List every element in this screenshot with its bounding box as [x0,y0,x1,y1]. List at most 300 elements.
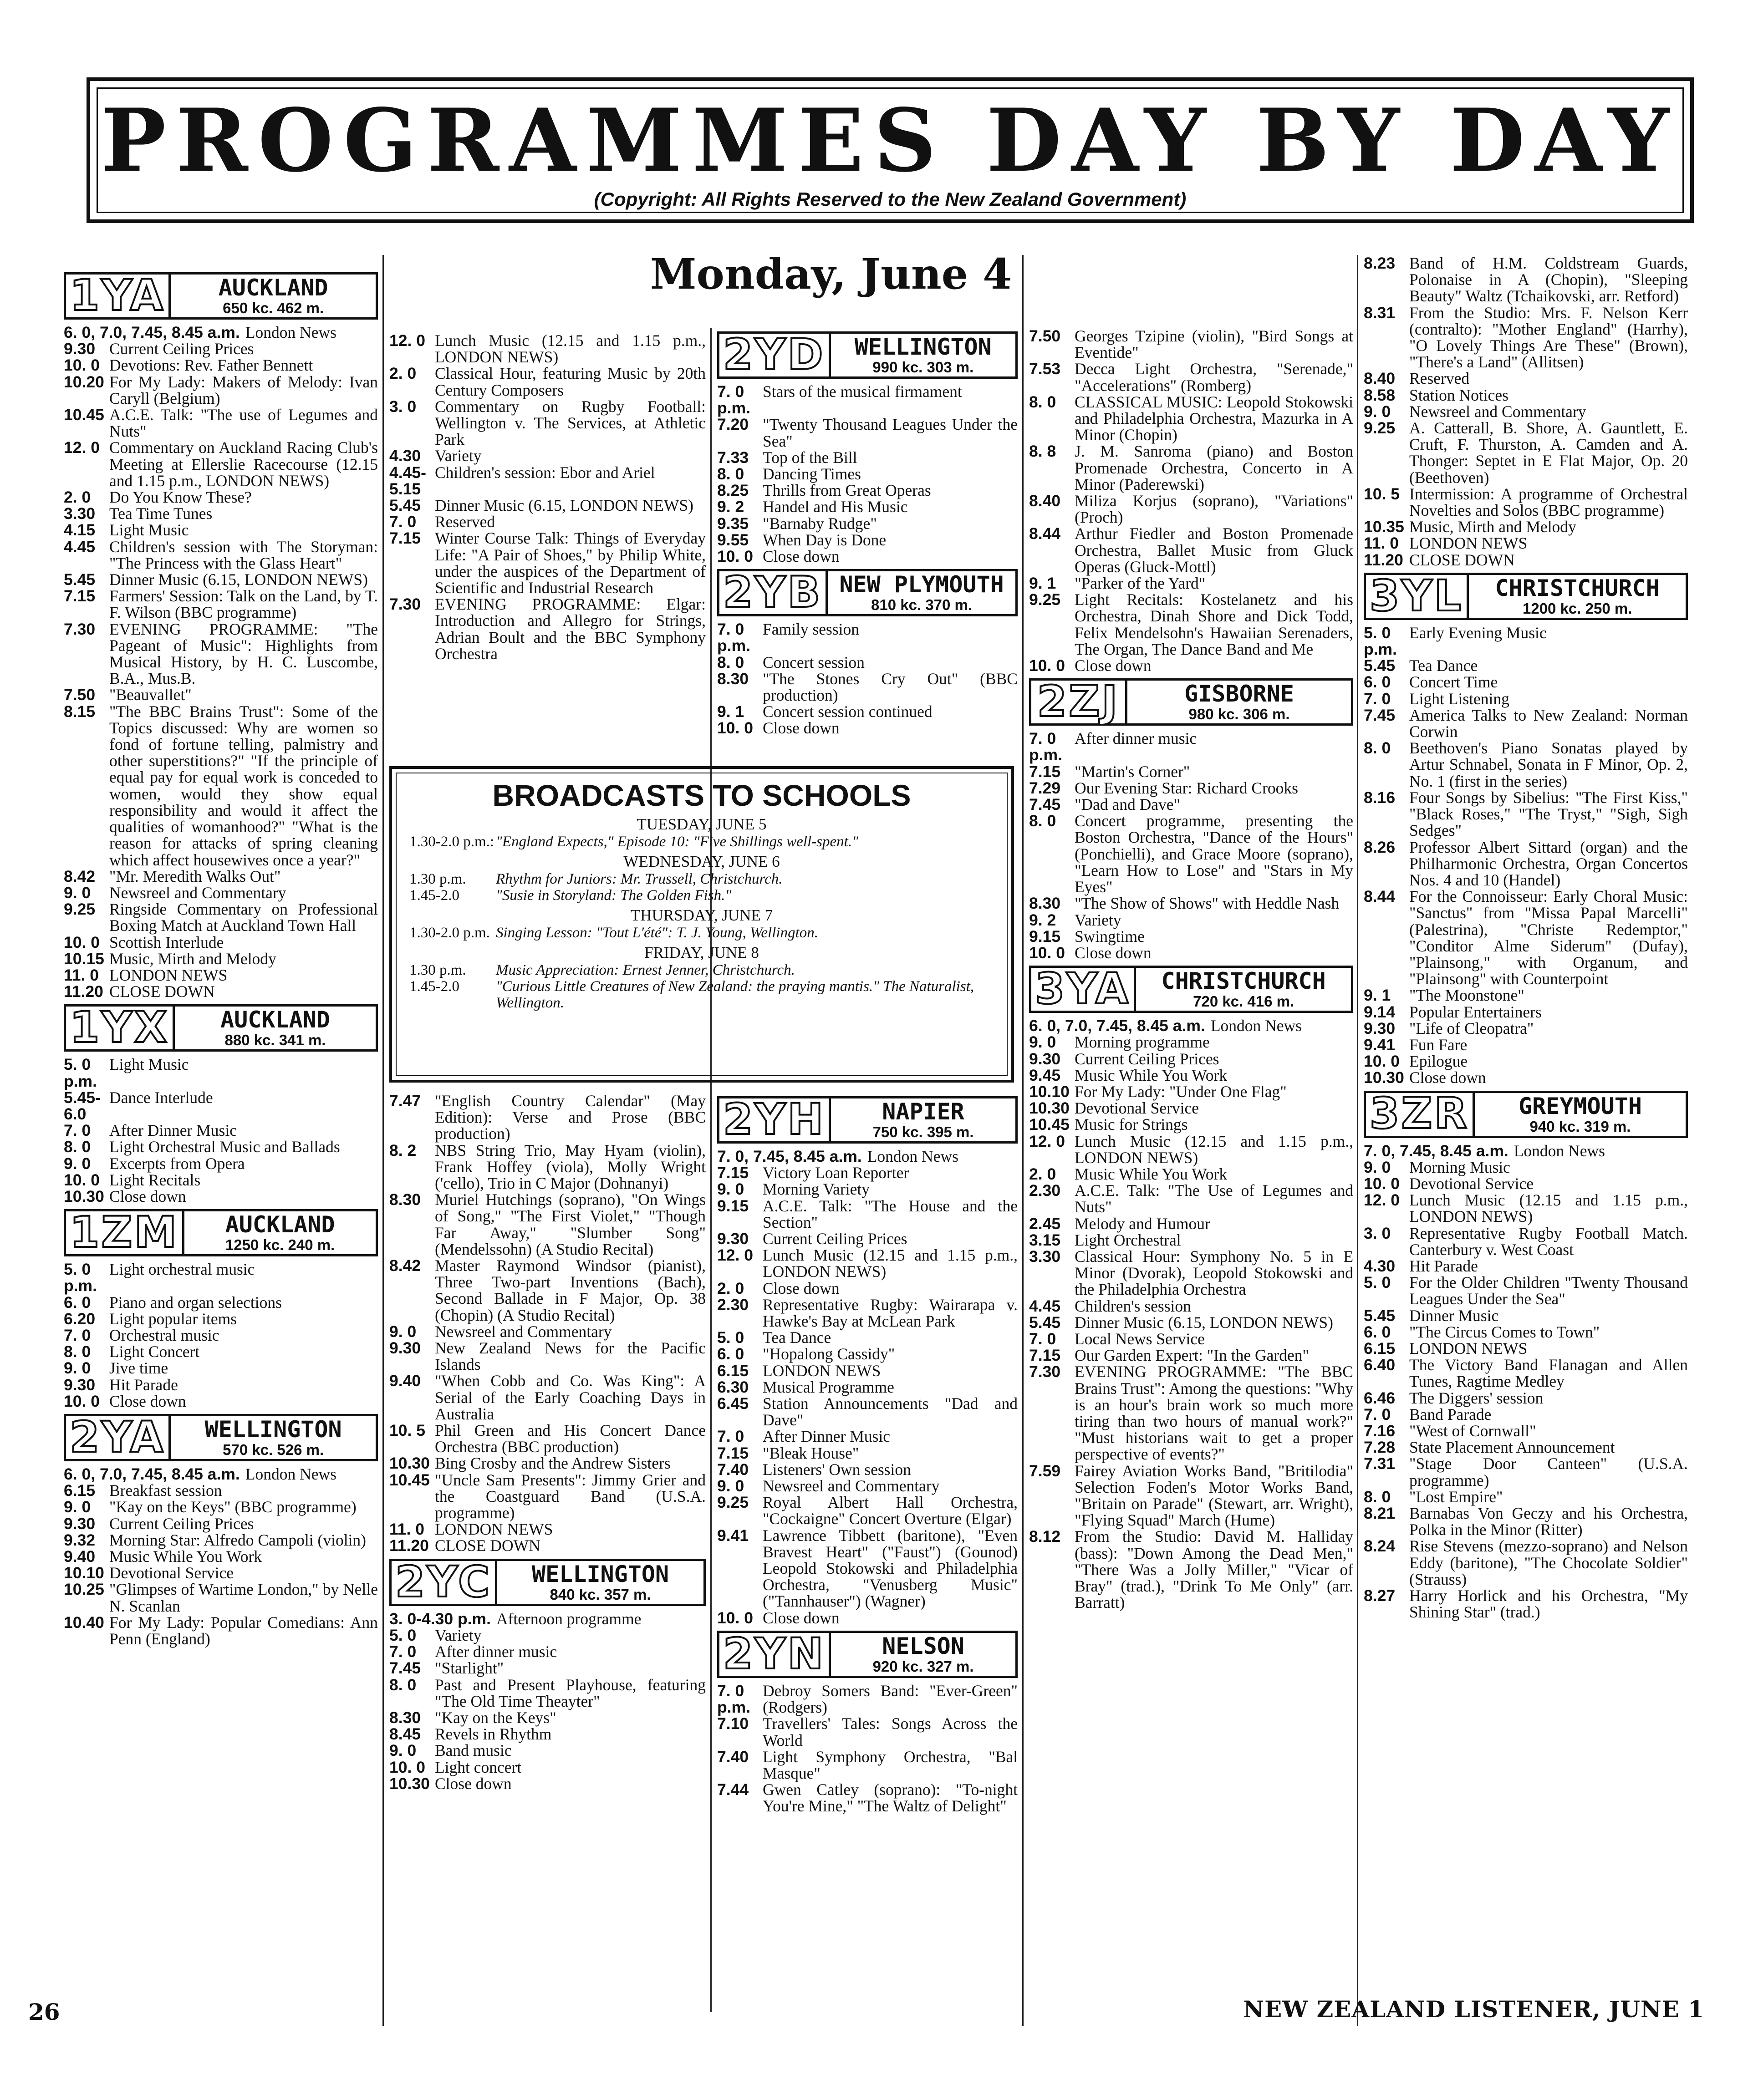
station-name: GREYMOUTH [1519,1093,1642,1119]
programme-time: 11.20 [64,982,103,1001]
programme-description: "Glimpses of Wartime London," by Nelle N. Scanlan [109,1580,378,1615]
programme-item [64,1565,378,1581]
programme-description: NBS String Trio, May Hyam (violin), Frank Hoffey (viola), Molly Wright ('cello), Trio in C Major (Dohnanyi) [435,1141,706,1193]
programme-description: Revels in Rhythm [435,1725,552,1744]
programme-description: "Barnaby Rudge" [763,514,877,533]
programme-item [389,1726,706,1742]
programme-column-3 [389,1093,706,1796]
programme-description: Representative Rugby Football Match. Canterbury v. West Coast [1409,1224,1688,1259]
programme-time: 7. 0 p.m. [717,382,750,417]
programme-item [64,983,378,1000]
programme-description: Arthur Fiedler and Boston Promenade Orchestra, Ballet Music from Gluck Operas (Gluck-Mottl) [1075,524,1353,576]
programme-item [717,1749,1018,1781]
programme-time: 7.15 [717,1164,749,1182]
programme-column-2 [389,332,706,666]
programme-item [717,720,1018,736]
programme-item [1029,1347,1353,1363]
programme-time: 7. 0 p.m. [717,620,750,655]
programme-description: Decca Light Orchestra, "Serenade," "Accelerations" (Romberg) [1075,360,1353,395]
programme-item [1364,1143,1688,1159]
schools-description: Singing Lesson: "Tout L'été": T. J. Young, Wellington. [496,925,818,941]
programme-description: Music for Strings [1075,1115,1188,1134]
programme-time: 9.25 [1029,590,1061,609]
programme-time: 9.25 [64,900,96,919]
programme-time: 6.15 [64,1481,96,1500]
programme-time: 5.45 [389,496,421,515]
programme-time: 5. 0 p.m. [1364,623,1397,659]
programme-time: 8.45 [389,1725,421,1744]
programme-description: Close down [763,1608,840,1627]
programme-time: 10. 0 [64,1392,100,1410]
programme-description: CLOSE DOWN [109,982,215,1001]
programme-description: Dinner Music (6.15, LONDON NEWS) [109,570,368,589]
station-info [171,1416,376,1459]
programme-item [717,515,1018,532]
programme-description: "Starlight" [435,1659,504,1678]
station-block [64,1414,378,1647]
station-header [1029,966,1353,1013]
programme-item [1029,763,1353,780]
programme-item [717,671,1018,703]
programme-item [389,497,706,514]
programme-item [717,1148,1018,1164]
programme-item [717,449,1018,466]
station-name: NEW PLYMOUTH [839,571,1004,598]
programme-description: Afternoon programme [496,1609,642,1628]
programme-item [64,951,378,967]
programme-description: Listeners' Own session [763,1460,911,1479]
programme-item [717,482,1018,498]
programme-description: America Talks to New Zealand: Norman Corwin [1409,706,1688,741]
programme-time: 3.30 [64,504,96,523]
programme-item [64,357,378,373]
programme-time: 8.30 [717,669,749,688]
programme-item [64,374,378,407]
programme-item [1364,1020,1688,1037]
programme-description: "Twenty Thousand Leagues Under the Sea" [763,415,1018,450]
programme-time: 9. 2 [1029,910,1056,929]
programme-time: 7.28 [1364,1438,1396,1457]
programme-time: 7. 0 [1364,689,1391,708]
programme-description: Our Garden Expert: "In the Garden" [1075,1346,1309,1365]
programme-time: 8.26 [1364,838,1396,856]
column-rule [1022,255,1024,2026]
programme-item [717,1181,1018,1197]
programme-time: 7.33 [717,448,749,467]
station-name: AUCKLAND [218,275,328,301]
programme-description: "English Country Calendar" (May Edition): Verse and Prose (BBC production) [435,1092,706,1143]
programme-time: 10.30 [389,1774,430,1793]
programme-item [389,1521,706,1537]
station-frequency: 990 kc. 303 m. [872,359,974,376]
programme-item [717,1363,1018,1379]
station-frequency: 840 kc. 357 m. [550,1586,651,1603]
publication-footer: NEW ZEALAND LISTENER, JUNE 1 [1243,1996,1704,2023]
programme-time: 7.50 [1029,327,1061,345]
programme-item [1029,1116,1353,1133]
programme-item [1364,1159,1688,1175]
programme-time: 9. 0 [389,1741,417,1760]
programme-time: 9. 1 [1364,986,1391,1005]
programme-description: Morning programme [1075,1033,1210,1052]
programme-item [1364,1587,1688,1620]
station-header [64,272,378,320]
programme-item [717,1247,1018,1280]
programme-time: 8.23 [1364,254,1396,272]
programme-time: 9.40 [389,1372,421,1390]
programme-item [64,1548,378,1565]
programme-time: 5.45-6.0 [64,1088,101,1123]
programme-description: Light orchestral music [109,1260,255,1279]
station-header [717,331,1018,379]
programme-description: CLASSICAL MUSIC: Leopold Stokowski and Philadelphia Orchestra, Mazurka in A Minor (Chopin) [1075,392,1353,444]
programme-item [1364,1406,1688,1423]
programme-description: Swingtime [1075,927,1145,946]
programme-time: 2. 0 [64,488,91,507]
programme-item [1029,1034,1353,1050]
programme-item [64,621,378,687]
programme-time: 10. 0 [1364,1052,1400,1071]
programme-description: Close down [763,1279,840,1297]
programme-item [389,1455,706,1471]
programme-time: 7. 0 [1364,1405,1391,1424]
programme-description: Morning Star: Alfredo Campoli (violin) [109,1531,366,1549]
programme-description: Current Ceiling Prices [1075,1049,1219,1068]
programme-time: 7.30 [389,595,421,614]
programme-time: 7.15 [389,529,421,548]
programme-description: Current Ceiling Prices [109,1514,254,1533]
programme-item [1364,740,1688,789]
programme-time: 3. 0 [389,397,417,416]
station-info [831,1098,1015,1141]
programme-time: 7.45 [389,1659,421,1678]
programme-time: 7.30 [64,620,96,638]
station-name: WELLINGTON [204,1416,342,1443]
programme-item [64,1393,378,1409]
programme-description: Band of H.M. Coldstream Guards, Polonaise in A (Chopin), "Sleeping Beauty" Waltz (Tchaikovski, arr. Retford) [1409,254,1688,305]
programme-description: For My Lady: Popular Comedians: Ann Penn (England) [109,1613,378,1648]
programme-description: "Kay on the Keys" [435,1708,556,1727]
programme-item [1029,928,1353,945]
programme-time: 8.40 [1364,369,1396,388]
station-name: AUCKLAND [220,1007,330,1033]
programme-item [389,1093,706,1142]
programme-time: 5.45 [64,570,96,589]
station-block [1029,678,1353,961]
programme-item [717,1297,1018,1329]
programme-description: Gwen Catley (soprano): "To-night You're Mine," "The Waltz of Delight" [763,1780,1018,1815]
programme-description: Scottish Interlude [109,933,224,951]
programme-time: 6. 0 [717,1345,744,1363]
programme-item [1029,1528,1353,1611]
programme-description: For the Older Children "Twenty Thousand Leagues Under the Sea" [1409,1273,1688,1308]
programme-time: 10.45 [1029,1115,1070,1134]
programme-item [389,1142,706,1192]
programme-description: Our Evening Star: Richard Crooks [1075,778,1299,797]
programme-time: 6. 0, 7.0, 7.45, 8.45 a.m. [64,1464,240,1483]
programme-description: Station Announcements "Dad and Dave" [763,1394,1018,1429]
programme-time: 8.24 [1364,1537,1396,1556]
station-info [171,275,376,317]
programme-description: Concert programme, presenting the Boston Orchestra, "Dance of the Hours" (Ponchielli), and Grace Moore (soprano), "Learn How to Lose" and "Stars in My Eyes" [1075,812,1353,896]
programme-item [1364,370,1688,386]
station-block [717,569,1018,736]
programme-time: 9.30 [64,1375,96,1394]
programme-description: New Zealand News for the Pacific Islands [435,1339,706,1374]
programme-description: Light Music [109,1055,189,1074]
programme-time: 7.15 [717,1444,749,1462]
programme-time: 6. 0, 7.0, 7.45, 8.45 a.m. [64,323,240,341]
station-block [389,1093,706,1554]
programme-item [389,1537,706,1554]
programme-description: Concert session continued [763,702,933,721]
schools-item [409,978,994,1011]
programme-time: 8. 0 [1364,739,1391,758]
programme-item [64,1139,378,1155]
programme-description: Excerpts from Opera [109,1154,245,1173]
programme-description: Do You Know These? [109,488,252,507]
programme-time: 9. 0 [64,883,91,902]
programme-item [64,1466,378,1482]
programme-time: 6.45 [717,1394,749,1413]
schools-broadcast-box [389,766,1014,1083]
programme-item [64,1089,378,1122]
programme-description: Lunch Music (12.15 and 1.15 p.m., LONDON NEWS) [1075,1132,1353,1167]
programme-description: A. Catterall, B. Shore, A. Gauntlett, E. Cruft, F. Thurston, A. Camden and A. Thonger: Septet in E Flat Major, Op. 20 (Beethoven) [1409,419,1688,487]
programme-item [717,1683,1018,1715]
programme-item [1364,1340,1688,1357]
station-frequency: 940 kc. 319 m. [1529,1118,1631,1135]
programme-description: Intermission: A programme of Orchestral Novelties and Solos (BBC programme) [1409,484,1688,520]
programme-item [1029,591,1353,657]
programme-description: After Dinner Music [109,1121,237,1140]
programme-time: 9.30 [1364,1019,1396,1037]
programme-time: 7.47 [389,1092,421,1110]
programme-item [717,1198,1018,1231]
programme-time: 9.30 [64,340,96,358]
programme-time: 6.15 [1364,1339,1396,1358]
programme-item [389,1775,706,1792]
station-header [64,1414,378,1461]
programme-time: 9.35 [717,514,749,533]
programme-description: Children's session [1075,1297,1191,1315]
programme-description: Epilogue [1409,1052,1468,1071]
programme-item [717,1445,1018,1461]
programme-description: Muriel Hutchings (soprano), "On Wings of Song," "The First Violet," "Though Far Away," "Slumber Song" (Mendelssohn) (A Studio Recital) [435,1190,706,1258]
station-block [389,1559,706,1792]
programme-description: A.C.E. Talk: "The use of Legumes and Nuts" [109,406,378,441]
programme-item [717,1494,1018,1527]
programme-item [1029,796,1353,813]
programme-time: 11. 0 [389,1520,424,1539]
programme-time: 10. 0 [717,719,753,737]
programme-description: Variety [1075,910,1121,929]
programme-item [1029,328,1353,361]
programme-item [717,1231,1018,1247]
schools-item [409,962,994,978]
programme-item [1029,1215,1353,1232]
programme-time: 10. 0 [64,933,100,951]
programme-description: Breakfast session [109,1481,222,1500]
programme-description: Top of the Bill [763,448,857,467]
programme-time: 7.15 [64,587,96,605]
programme-time: 6.15 [717,1361,749,1380]
programme-description: "Martin's Corner" [1075,762,1190,781]
programme-item [717,1395,1018,1428]
station-logo: 2YC [392,1561,497,1604]
programme-item [1364,1069,1688,1086]
programme-time: 10.25 [64,1580,104,1599]
schools-day: TUESDAY, JUNE 5 [637,815,767,833]
programme-time: 7.44 [717,1780,749,1799]
programme-description: Commentary on Rugby Football: Wellington v. The Services, at Athletic Park [435,397,706,449]
programme-description: CLOSE DOWN [435,1536,540,1555]
programme-time: 7. 0, 7.45, 8.45 a.m. [717,1147,862,1165]
programme-time: 9.41 [717,1526,749,1545]
programme-item [717,466,1018,482]
programme-description: Light Recitals [109,1170,201,1189]
station-name: AUCKLAND [225,1211,335,1238]
programme-time: 10.30 [1364,1068,1404,1087]
programme-description: Phil Green and His Concert Dance Orchestra (BBC production) [435,1421,706,1456]
programme-time: 12. 0 [717,1246,753,1265]
programme-item [717,548,1018,564]
programme-description: Fun Fare [1409,1035,1468,1054]
programme-time: 7.31 [1364,1454,1396,1473]
programme-item [1364,625,1688,657]
programme-time: 7.15 [1029,1346,1061,1365]
programme-description: From the Studio: Mrs. F. Nelson Kerr (contralto): "Mother England" (Harrhy), "O Lovely Things Are These" (Brown), "There's a Land" (Allitsen) [1409,303,1688,371]
programme-time: 9. 0 [389,1322,417,1341]
programme-item [64,407,378,439]
programme-item [1364,305,1688,371]
programme-description: Professor Albert Sittard (organ) and the Philharmonic Orchestra, Organ Concertos Nos. 4 and 10 (Handel) [1409,838,1688,889]
programme-description: Commentary on Auckland Racing Club's Meeting at Ellerslie Racecourse (12.15 and 1.15 p.m., LONDON NEWS) [109,438,378,490]
programme-time: 5.45 [1364,656,1396,675]
programme-description: "Mr. Meredith Walks Out" [109,867,281,885]
programme-description: Four Songs by Sibelius: "The First Kiss," "Black Roses," "The Tryst," "Sigh, Sigh Sedges" [1409,788,1688,840]
programme-time: 7. 0, 7.45, 8.45 a.m. [1364,1141,1508,1160]
programme-description: Music, Mirth and Melody [1409,518,1576,536]
programme-description: Victory Loan Reporter [763,1164,909,1182]
programme-description: Beethoven's Piano Sonatas played by Artur Schnabel, Sonata in F Minor, Op. 2, No. 1 (first in the series) [1409,739,1688,790]
programme-item [1029,1083,1353,1100]
programme-item [717,703,1018,720]
programme-time: 9.40 [64,1547,96,1566]
station-frequency: 650 kc. 462 m. [223,300,324,316]
programme-item [1364,987,1688,1003]
programme-time: 10.20 [64,372,104,391]
programme-time: 10. 5 [1364,484,1400,503]
programme-item [64,1482,378,1499]
programme-time: 10.30 [389,1454,430,1473]
programme-description: Farmers' Session: Talk on the Land, by T. F. Wilson (BBC programme) [109,587,378,622]
programme-item [64,1155,378,1172]
station-header [717,1096,1018,1144]
programme-time: 2. 0 [389,364,417,383]
programme-column-6 [1029,328,1353,1615]
programme-description: Popular Entertainers [1409,1002,1542,1021]
programme-description: Newsreel and Commentary [109,883,286,902]
station-header [389,1559,706,1606]
programme-description: Lawrence Tibbett (baritone), "Even Bravest Heart" ("Faust") (Gounod) Leopold Stokowski and Philadelphia Orchestra, "Venusberg Music" ("Tannhauser") (Wagner) [763,1526,1018,1611]
programme-item [389,1643,706,1660]
programme-time: 8. 0 [717,465,744,483]
programme-description: Master Raymond Windsor (pianist), Three Two-part Inventions (Bach), Second Ballade in F Major, Op. 38 (Chopin) (A Studio Recital) [435,1256,706,1324]
programme-description: LONDON NEWS [1409,534,1528,553]
programme-time: 8.16 [1364,788,1396,807]
programme-time: 9. 0 [64,1498,91,1516]
programme-time: 10.30 [1029,1099,1070,1118]
programme-description: Musical Programme [763,1378,894,1396]
programme-description: "Uncle Sam Presents": Jimmy Grier and the Coastguard Band (U.S.A. programme) [435,1470,706,1522]
programme-time: 9.30 [389,1339,421,1358]
programme-description: Band Parade [1409,1405,1492,1424]
programme-time: 9.25 [1364,419,1396,437]
programme-description: Current Ceiling Prices [109,340,254,358]
programme-item [64,341,378,357]
programme-item [1364,403,1688,420]
station-info [1475,1093,1686,1136]
programme-description: "When Cobb and Co. Was King": A Serial of the Early Coaching Days in Australia [435,1372,706,1423]
programme-time: 10. 0 [717,1608,753,1627]
programme-description: Close down [1075,656,1152,675]
programme-item [1364,1175,1688,1192]
programme-time: 10. 0 [64,1170,100,1189]
programme-description: "Hopalong Cassidy" [763,1345,895,1363]
programme-item [64,1261,378,1294]
programme-description: EVENING PROGRAMME: "The Pageant of Music": Highlights from Musical History, by H. C. Luscombe, B.A., Mus.B. [109,620,378,688]
column-rule [710,328,712,2012]
programme-time: 8.31 [1364,303,1396,322]
programme-description: Lunch Music (12.15 and 1.15 p.m., LONDON NEWS) [763,1246,1018,1281]
page-number: 26 [28,1998,60,2025]
programme-item [1029,1331,1353,1347]
programme-description: The Diggers' session [1409,1388,1544,1407]
programme-time: 4.30 [389,447,421,465]
programme-item [389,1660,706,1676]
programme-time: 3. 0-4.30 p.m. [389,1609,491,1628]
programme-item [389,1472,706,1521]
programme-description: Dinner Music [1409,1306,1499,1325]
programme-item [64,1056,378,1089]
programme-description: Jive time [109,1359,168,1378]
station-block [717,331,1018,564]
station-info [1127,681,1351,723]
programme-description: Tea Dance [763,1328,831,1347]
programme-time: 7. 0 [64,1121,91,1140]
programme-item [717,1715,1018,1748]
programme-time: 6.40 [1364,1356,1396,1374]
programme-description: Ringside Commentary on Professional Boxing Match at Auckland Town Hall [109,900,378,935]
programme-time: 2.30 [1029,1181,1061,1200]
programme-item [717,1280,1018,1297]
programme-item [389,1759,706,1775]
programme-item [1029,1133,1353,1166]
programme-item [1364,552,1688,568]
programme-time: 7.20 [717,415,749,434]
programme-time: 10. 0 [1029,656,1065,675]
programme-item [1364,789,1688,839]
programme-item [64,1614,378,1647]
programme-item [717,1781,1018,1814]
programme-description: "Beauvallet" [109,686,192,704]
programme-time: 9. 1 [717,702,744,721]
programme-time: 8.44 [1364,887,1396,906]
station-header [1364,1091,1688,1138]
programme-description: Morning Music [1409,1158,1510,1176]
programme-time: 8. 2 [389,1141,417,1159]
